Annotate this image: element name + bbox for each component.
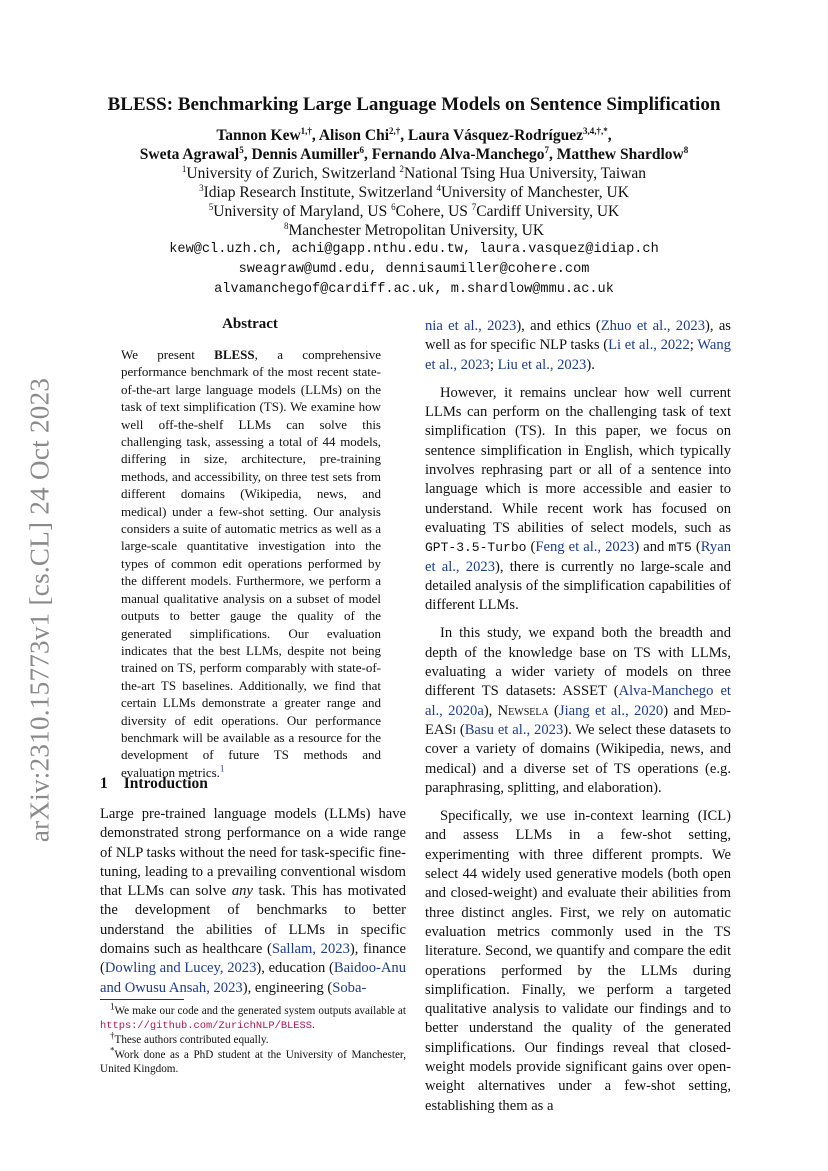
abstract-bless: BLESS: [214, 347, 255, 362]
intro-text: ), engineering (: [242, 979, 333, 996]
affiliation-1: $^1$University of Zurich, Switzerland $^2$National Tsing Hua University, Taiwan: [181, 163, 647, 182]
arxiv-identifier: [20, 370, 60, 850]
model-name: mT5: [668, 540, 692, 556]
intro-text: Large pre-trained language models (LLMs) have demonstrated strong performance on a wide range of NLP tasks without the need for task-specific fine-tuning, leading to a prevailing conventional wisdom that LLMs can solve: [100, 806, 406, 900]
intro-text: ), education (: [256, 960, 334, 977]
citation-link[interactable]: Sallam, 2023: [271, 941, 350, 958]
footnote-text: These authors contributed equally.: [114, 1034, 269, 1047]
author-line-2: Sweta Agrawal$^5$, Dennis Aumiller$^6$, Fernando Alva-Manchego$^7$, Matthew Shardlow$^8$: [139, 144, 689, 163]
model-name: GPT-3.5-Turbo: [425, 540, 527, 556]
footnote-3: [100, 1044, 406, 1076]
citation-link[interactable]: Zhuo et al., 2023: [600, 318, 705, 334]
body-text: ;: [689, 337, 698, 354]
citation-link[interactable]: Baidoo-Anu and Owusu Ansah, 2023: [100, 960, 406, 996]
footnote-mark: 1: [110, 1001, 115, 1012]
body-text: (: [548, 702, 559, 719]
body-text: ;: [489, 356, 498, 373]
citation-link[interactable]: Soba-: [332, 979, 367, 996]
paper-title: BLESS: Benchmarking Large Language Models on Sentence Simplification: [107, 94, 721, 115]
body-text: ), as well as for specific NLP tasks (: [425, 318, 731, 354]
citation-link[interactable]: Li et al., 2022: [608, 337, 690, 354]
citation-link[interactable]: Wang et al., 2023: [425, 337, 731, 373]
body-text: ). We select these datasets to cover a variety of domains (Wikipedia, news, and medical) and a diverse set of TS operations (e.g. paraphrasing, splitting, and elaboration).: [425, 721, 731, 796]
footnote-ref-1[interactable]: 1: [219, 763, 225, 774]
footnote-mark: *: [110, 1044, 115, 1055]
body-text: ) and: [663, 702, 700, 719]
citation-link[interactable]: Dowling and Lucey, 2023: [104, 960, 257, 977]
github-link[interactable]: https://github.com/ZurichNLP/BLESS: [100, 1020, 313, 1033]
dataset-name: Med-EASi: [425, 702, 731, 738]
section-title: Introduction: [123, 775, 208, 792]
affiliation-4: $^8$Manchester Metropolitan University, UK: [283, 220, 545, 239]
author-line-1: Tannon Kew$^{1,\dagger}$, Alison Chi$^{2,\dagger}$, Laura Vásquez-Rodríguez$^{3,4,\dagger,*}$,: [216, 125, 612, 144]
body-text: (: [691, 539, 701, 556]
right-column: [425, 317, 731, 1125]
footnotes: [100, 1001, 406, 1076]
body-text: ), and ethics (: [516, 318, 601, 334]
body-text: ) and: [634, 539, 669, 556]
abstract-heading: Abstract: [222, 316, 278, 332]
arxiv-identifier-text: arXiv:2310.15773v1 [cs.CL] 24 Oct 2023: [24, 377, 55, 843]
email-line-3: alvamanchegof@cardiff.ac.uk, m.shardlow@mmu.ac.uk: [214, 282, 614, 297]
footnote-1: [100, 1001, 406, 1033]
abstract-text-b: , a comprehensive performance benchmark of the most recent state-of-the-art large language models (LLMs) on the task of text simplification (TS). We examine how well off-the-shelf LLMs can solve this challenging task, assessing a total of 44 models, differing in size, architecture, pre-training methods, and accessibility, on three test sets from different domains (Wikipedia, news, and medical) under a few-shot setting. Our analysis considers a suite of automatic metrics as well as a large-scale quantitative investigation into the types of common edit operations performed by the different models. Furthermore, we perform a manual qualitative analysis on a subset of model outputs to better gauge the quality of the generated simplifications. Our evaluation indicates that the best LLMs, despite not being trained on TS, perform comparably with state-of-the-art TS baselines. Additionally, we find that certain LLMs demonstrate a greater range and diversity of edit operations. Our performance benchmark will be available as a resource for the development of future TS methods and evaluation metrics.: [121, 347, 381, 780]
author-block: [90, 126, 738, 300]
intro-emph: any: [231, 883, 253, 900]
body-text: However, it remains unclear how well current LLMs can perform on the challenging task of text simplification (TS). In this paper, we focus on sentence simplification in English, which typically involves rephrasing part or all of a sentence into language which is more accessible and easier to understand. While recent work has focused on evaluating TS abilities of select models, such as: [425, 384, 731, 536]
section-number: 1: [100, 775, 108, 792]
body-text: In this study, we expand both the breadth and depth of the knowledge base on TS with LLMs, evaluating a wider variety of models on three different TS datasets: ASSET (: [425, 625, 731, 700]
citation-link[interactable]: nia et al., 2023: [425, 318, 517, 334]
citation-link[interactable]: Feng et al., 2023: [535, 539, 635, 556]
citation-link[interactable]: Alva-Manchego et al., 2020a: [425, 683, 731, 719]
paragraph-continued: [425, 317, 731, 375]
footnote-mark: †: [110, 1030, 115, 1041]
dataset-name: Newsela: [497, 702, 549, 719]
citation-link[interactable]: Ryan et al., 2023: [425, 539, 731, 575]
citation-link[interactable]: Basu et al., 2023: [464, 721, 564, 738]
footnote-2: [100, 1030, 406, 1047]
footnote-text: Work done as a PhD student at the University of Manchester, United Kingdom.: [100, 1048, 406, 1075]
citation-link[interactable]: Jiang et al., 2020: [558, 702, 664, 719]
affiliation-2: $^3$Idiap Research Institute, Switzerland $^4$University of Manchester, UK: [199, 182, 629, 201]
email-line-1: kew@cl.uzh.ch, achi@gapp.nthu.edu.tw, laura.vasquez@idiap.ch: [169, 242, 659, 257]
intro-paragraph: [100, 805, 406, 998]
paragraph-however: [425, 384, 731, 616]
abstract-text-a: We present: [121, 347, 215, 362]
footnote-text: We make our code and the generated system outputs available at: [114, 1005, 406, 1017]
intro-text: ), finance (: [100, 941, 406, 977]
affiliation-3: $^5$University of Maryland, US $^6$Cohere, US $^7$Cardiff University, UK: [208, 201, 620, 220]
body-text: (: [526, 539, 536, 556]
footnote-rule: [100, 999, 184, 1000]
section-heading-introduction: [100, 775, 208, 793]
citation-link[interactable]: Liu et al., 2023: [497, 356, 587, 373]
body-text: (: [455, 721, 465, 738]
intro-text: task. This has motivated the development of benchmarks to better understand the abilities of LLMs in specific domains such as healthcare (: [100, 883, 406, 958]
body-text: ), there is currently no large-scale and detailed analysis of the simplification capabilities of different LLMs.: [425, 558, 731, 614]
paragraph-this-study: [425, 624, 731, 798]
footnote-text: .: [312, 1019, 315, 1032]
body-text: ),: [483, 702, 498, 719]
abstract-body: [121, 346, 381, 781]
paragraph-specifically: Specifically, we use in-context learning (ICL) and assess LLMs in a few-shot setting, experimenting with three different prompts. We select 44 widely used generative models (both open and closed-weight) and evaluate their abilities from three distinct angles. First, we rely on automatic evaluation metrics commonly used in the TS literature. Second, we quantify and compare the edit operations performed by the LLMs during simplification. Finally, we perform a targeted qualitative analysis to validate our findings and to better understand the quality of the generated simplifications. Our findings reveal that closed-weight models provide significant gains over open-weight alternatives under a few-shot setting, establishing them as a: [425, 808, 731, 1114]
email-line-2: sweagraw@umd.edu, dennisaumiller@cohere.com: [238, 262, 590, 277]
body-text: ).: [586, 356, 595, 373]
